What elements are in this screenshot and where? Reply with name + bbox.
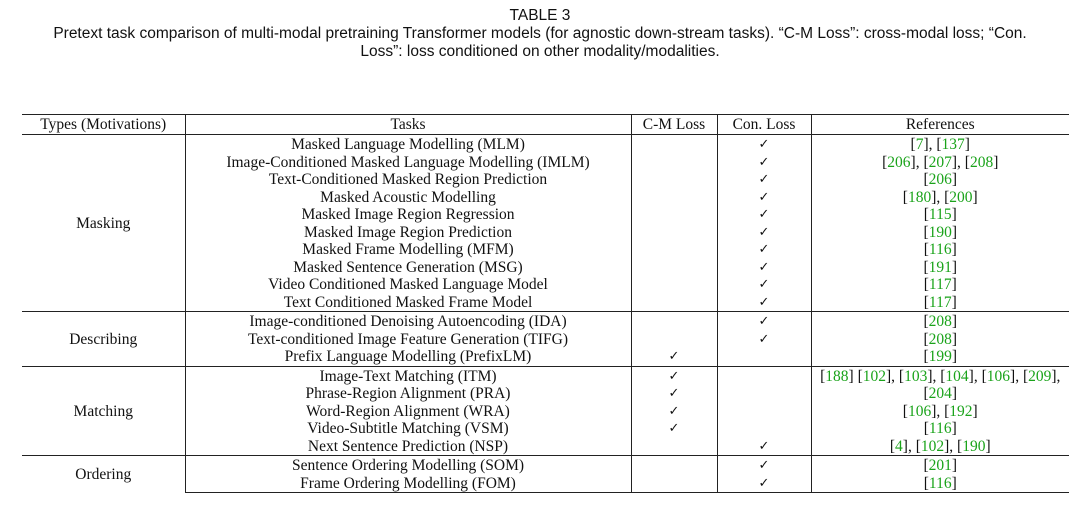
- table-caption-line-2: Loss”: loss conditioned on other modality/modalities.: [360, 43, 720, 60]
- references-cell: [811, 348, 1069, 366]
- group-masking: [22, 135, 1069, 312]
- reference-link[interactable]: 204: [928, 385, 952, 402]
- references-cell: [811, 189, 1069, 207]
- cm-loss-check: [631, 241, 717, 259]
- task-cell: Video Conditioned Masked Language Model: [185, 276, 631, 294]
- cm-loss-check: [631, 189, 717, 207]
- table-row: [22, 366, 1069, 385]
- bracket: ]: [951, 241, 957, 258]
- bracket: ]: [951, 313, 958, 330]
- reference-link[interactable]: 191: [928, 258, 952, 276]
- con-loss-check: [717, 348, 811, 366]
- reference-link[interactable]: 199: [928, 348, 952, 365]
- bracket: [: [902, 188, 908, 206]
- type-cell: Ordering: [22, 456, 185, 493]
- bracket: [: [936, 136, 942, 153]
- con-loss-check: ✓: [717, 224, 811, 242]
- cm-loss-check: [631, 135, 717, 154]
- references-cell: [811, 276, 1069, 294]
- task-cell: Image-Text Matching (ITM): [185, 366, 631, 385]
- cm-loss-check: ✓: [631, 366, 717, 385]
- cm-loss-check: [631, 171, 717, 189]
- group-ordering: [22, 456, 1069, 493]
- table-row: [22, 456, 1069, 475]
- references-cell: [811, 224, 1069, 242]
- task-cell: Masked Language Modelling (MLM): [185, 135, 631, 154]
- table-caption-line-1: Pretext task comparison of multi-modal pretraining Transformer models (for agnostic down-stream tasks). “C-M Loss”: cross-modal loss; “Con.: [53, 25, 1027, 42]
- con-loss-check: ✓: [717, 171, 811, 189]
- references-cell: [811, 312, 1069, 331]
- references-cell: [811, 475, 1069, 493]
- cm-loss-check: [631, 475, 717, 493]
- cm-loss-check: [631, 438, 717, 456]
- bracket: [: [923, 385, 929, 402]
- separator: ,: [932, 367, 941, 385]
- bracket: [: [910, 136, 916, 153]
- references-cell: [811, 366, 1069, 385]
- con-loss-check: [717, 420, 811, 438]
- con-loss-check: ✓: [717, 189, 811, 207]
- reference-link[interactable]: 117: [928, 276, 952, 293]
- bracket: ]: [885, 367, 892, 385]
- bracket: [: [915, 437, 921, 455]
- task-cell: Masked Sentence Generation (MSG): [185, 259, 631, 277]
- cm-loss-check: ✓: [631, 385, 717, 403]
- reference-link[interactable]: 104: [945, 367, 969, 385]
- references-cell: [811, 403, 1069, 421]
- bracket: [: [923, 153, 929, 171]
- reference-link[interactable]: 103: [904, 367, 928, 385]
- task-cell: Next Sentence Prediction (NSP): [185, 438, 631, 456]
- references-cell: [811, 135, 1069, 154]
- bracket: ]: [931, 402, 937, 420]
- reference-link[interactable]: 190: [928, 223, 952, 241]
- bracket: [: [923, 276, 929, 293]
- references-cell: [811, 385, 1069, 403]
- bracket: ]: [931, 188, 937, 206]
- type-cell: Matching: [22, 366, 185, 456]
- con-loss-check: [717, 403, 811, 421]
- reference-link[interactable]: 188: [825, 367, 849, 385]
- con-loss-check: [717, 366, 811, 385]
- con-loss-check: ✓: [717, 438, 811, 456]
- bracket: [: [923, 420, 929, 437]
- separator: ,: [973, 367, 982, 385]
- task-cell: Video-Subtitle Matching (VSM): [185, 420, 631, 438]
- bracket: [: [944, 188, 950, 206]
- bracket: [: [964, 153, 970, 171]
- con-loss-check: ✓: [717, 135, 811, 154]
- separator: ,: [928, 136, 937, 153]
- separator: ,: [957, 153, 965, 171]
- bracket: [: [923, 313, 929, 330]
- bracket: [: [923, 223, 929, 241]
- group-describing: [22, 312, 1069, 367]
- references-cell: [811, 241, 1069, 259]
- separator: ,: [891, 367, 899, 385]
- reference-link[interactable]: 206: [928, 171, 952, 188]
- separator: ,: [907, 437, 916, 455]
- bracket: ]: [968, 367, 974, 385]
- bracket: ]: [927, 367, 933, 385]
- con-loss-check: ✓: [717, 241, 811, 259]
- bracket: [: [820, 367, 826, 385]
- header-con-loss: Con. Loss: [717, 115, 811, 135]
- separator: ,: [936, 402, 945, 420]
- bracket: [: [981, 367, 987, 385]
- bracket: ]: [985, 437, 991, 455]
- cm-loss-check: [631, 259, 717, 277]
- con-loss-check: [717, 385, 811, 403]
- bracket: [: [882, 153, 888, 171]
- bracket: ]: [951, 420, 957, 437]
- bracket: [: [923, 457, 929, 474]
- separator: ,: [915, 153, 924, 171]
- reference-link[interactable]: 208: [928, 313, 952, 330]
- header-cm-loss: C-M Loss: [631, 115, 717, 135]
- bracket: [: [857, 367, 863, 385]
- reference-link[interactable]: 106: [907, 402, 932, 420]
- reference-link[interactable]: 102: [920, 437, 945, 455]
- header-references: References: [811, 115, 1069, 135]
- bracket: ]: [951, 223, 958, 241]
- bracket: ]: [951, 474, 957, 492]
- cm-loss-check: [631, 206, 717, 224]
- bracket: [: [923, 293, 929, 311]
- separator: ,: [949, 437, 958, 455]
- reference-link[interactable]: 180: [907, 188, 932, 206]
- references-cell: [811, 154, 1069, 172]
- bracket: ]: [951, 385, 958, 402]
- task-cell: Prefix Language Modelling (PrefixLM): [185, 348, 631, 366]
- bracket: [: [898, 367, 905, 385]
- cm-loss-check: ✓: [631, 348, 717, 366]
- cm-loss-check: ✓: [631, 420, 717, 438]
- references-cell: [811, 331, 1069, 349]
- task-cell: Text-conditioned Image Feature Generation (TIFG): [185, 331, 631, 349]
- bracket: [: [1022, 367, 1029, 385]
- reference-link[interactable]: 207: [928, 153, 952, 171]
- header-row: [22, 115, 1069, 135]
- bracket: ]: [951, 153, 958, 171]
- header-types: Types (Motivations): [22, 115, 185, 135]
- reference-link[interactable]: 102: [862, 367, 886, 385]
- bracket: [: [923, 241, 929, 258]
- bracket: ]: [972, 402, 978, 420]
- bracket: ]: [951, 457, 958, 474]
- con-loss-check: ✓: [717, 206, 811, 224]
- reference-link[interactable]: 106: [986, 367, 1011, 385]
- reference-link[interactable]: 115: [928, 206, 952, 223]
- reference-link[interactable]: 201: [928, 457, 952, 474]
- con-loss-check: ✓: [717, 154, 811, 172]
- reference-link[interactable]: 7: [915, 136, 924, 153]
- cm-loss-check: [631, 276, 717, 294]
- reference-link[interactable]: 190: [962, 437, 986, 455]
- con-loss-check: ✓: [717, 475, 811, 493]
- references-cell: [811, 438, 1069, 456]
- bracket: ]: [1051, 367, 1057, 385]
- references-cell: [811, 456, 1069, 475]
- bracket: [: [957, 437, 963, 455]
- group-matching: [22, 366, 1069, 456]
- bracket: ]: [951, 258, 958, 276]
- bracket: ]: [951, 276, 957, 293]
- bracket: ]: [923, 136, 929, 153]
- task-cell: Image-Conditioned Masked Language Modelling (IMLM): [185, 154, 631, 172]
- task-cell: Masked Image Region Prediction: [185, 224, 631, 242]
- reference-link[interactable]: 4: [895, 437, 903, 455]
- bracket: ]: [951, 330, 958, 348]
- cm-loss-check: [631, 224, 717, 242]
- reference-link[interactable]: 200: [949, 188, 973, 206]
- bracket: ]: [951, 293, 957, 311]
- reference-link[interactable]: 192: [949, 402, 973, 420]
- bracket: ]: [951, 348, 958, 365]
- bracket: [: [923, 171, 929, 188]
- task-cell: Masked Acoustic Modelling: [185, 189, 631, 207]
- cm-loss-check: [631, 154, 717, 172]
- table-caption-title: TABLE 3: [509, 7, 571, 24]
- cm-loss-check: [631, 312, 717, 331]
- reference-link[interactable]: 116: [928, 420, 952, 437]
- con-loss-check: ✓: [717, 312, 811, 331]
- task-cell: Masked Frame Modelling (MFM): [185, 241, 631, 259]
- con-loss-check: ✓: [717, 456, 811, 475]
- bracket: ]: [902, 437, 908, 455]
- references-cell: [811, 171, 1069, 189]
- reference-link[interactable]: 206: [887, 153, 911, 171]
- reference-link[interactable]: 117: [928, 293, 952, 311]
- separator: ,: [1015, 367, 1023, 385]
- con-loss-check: ✓: [717, 294, 811, 312]
- bracket: ]: [848, 367, 854, 385]
- reference-link[interactable]: 208: [969, 153, 994, 171]
- reference-link[interactable]: 208: [928, 330, 952, 348]
- con-loss-check: ✓: [717, 259, 811, 277]
- references-cell: [811, 259, 1069, 277]
- separator: ,: [936, 188, 945, 206]
- bracket: [: [923, 474, 929, 492]
- con-loss-check: ✓: [717, 276, 811, 294]
- bracket: [: [902, 402, 908, 420]
- bracket: ]: [944, 437, 950, 455]
- bracket: [: [923, 348, 929, 365]
- bracket: ]: [910, 153, 916, 171]
- task-cell: Text Conditioned Masked Frame Model: [185, 294, 631, 312]
- task-cell: Phrase-Region Alignment (PRA): [185, 385, 631, 403]
- type-cell: Describing: [22, 312, 185, 367]
- bracket: [: [940, 367, 946, 385]
- references-cell: [811, 294, 1069, 312]
- references-cell: [811, 420, 1069, 438]
- reference-link[interactable]: 137: [941, 136, 965, 153]
- con-loss-check: ✓: [717, 331, 811, 349]
- table-row: [22, 135, 1069, 154]
- references-cell: [811, 206, 1069, 224]
- bracket: ]: [951, 171, 958, 188]
- type-cell: Masking: [22, 135, 185, 312]
- bracket: ]: [993, 153, 999, 171]
- table-row: [22, 312, 1069, 331]
- cm-loss-check: [631, 456, 717, 475]
- bracket: ]: [951, 206, 957, 223]
- cm-loss-check: [631, 331, 717, 349]
- table-header: [22, 115, 1069, 135]
- cm-loss-check: ✓: [631, 403, 717, 421]
- bracket: [: [923, 206, 929, 223]
- cm-loss-check: [631, 294, 717, 312]
- reference-link[interactable]: 116: [928, 474, 952, 492]
- bracket: [: [923, 258, 929, 276]
- task-cell: Image-conditioned Denoising Autoencoding (IDA): [185, 312, 631, 331]
- reference-link[interactable]: 116: [928, 241, 952, 258]
- bracket: ]: [964, 136, 970, 153]
- bracket: ]: [1010, 367, 1016, 385]
- task-cell: Sentence Ordering Modelling (SOM): [185, 456, 631, 475]
- bracket: [: [889, 437, 896, 455]
- header-tasks: Tasks: [185, 115, 631, 135]
- bracket: [: [923, 330, 929, 348]
- task-cell: Frame Ordering Modelling (FOM): [185, 475, 631, 493]
- bracket: [: [944, 402, 950, 420]
- task-cell: Text-Conditioned Masked Region Prediction: [185, 171, 631, 189]
- reference-link[interactable]: 209: [1028, 367, 1052, 385]
- task-cell: Masked Image Region Regression: [185, 206, 631, 224]
- trailing-punct: ,: [1056, 367, 1061, 385]
- task-cell: Word-Region Alignment (WRA): [185, 403, 631, 421]
- pretext-task-table: [22, 114, 1069, 493]
- bracket: ]: [972, 188, 978, 206]
